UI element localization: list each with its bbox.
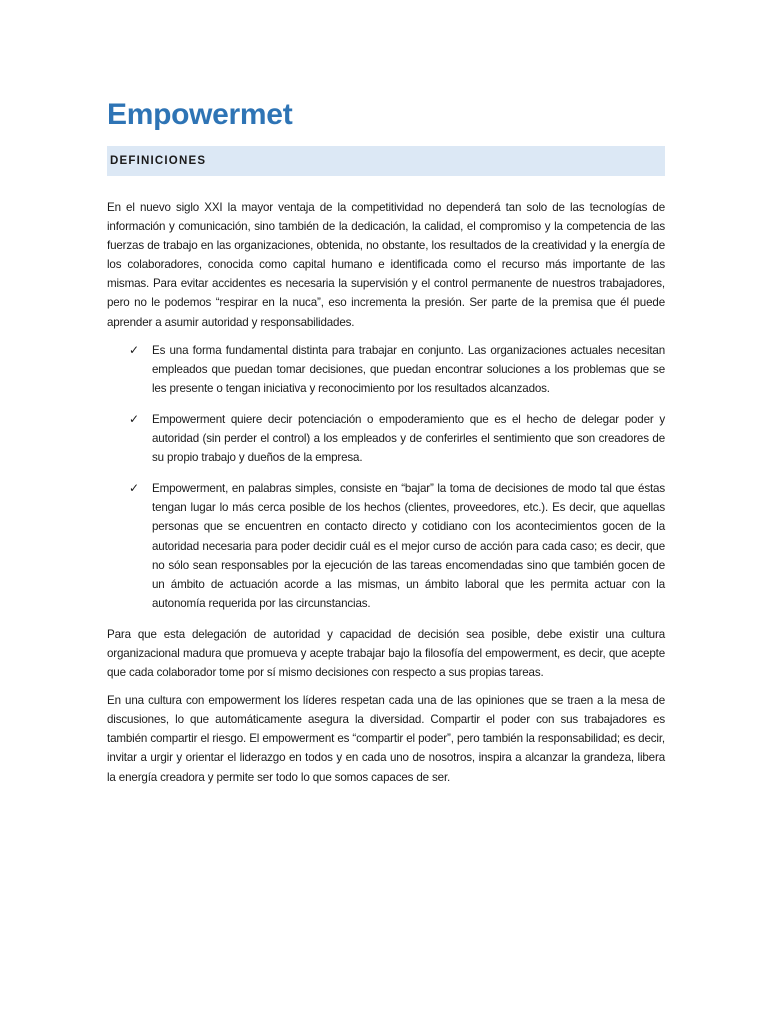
- document-title: Empowermet: [107, 98, 293, 131]
- section-heading-definiciones: DEFINICIONES: [107, 146, 665, 176]
- list-item: [107, 410, 665, 467]
- document-body: [107, 96, 665, 796]
- list-item-text: Es una forma fundamental distinta para trabajar en conjunto. Las organizaciones actuales necesitan empleados que puedan tomar decisiones, que puedan encontrar soluciones a los problemas que se les presente o tengan iniciativa y reconocimiento por los resultados alcanzados.: [152, 343, 665, 395]
- paragraph-culture: En una cultura con empowerment los líderes respetan cada una de las opiniones que se traen a la mesa de discusiones, lo que automáticamente asegura la diversidad. Compartir el poder con sus trabajadores es también compartir el riesgo. El empowerment es “compartir el poder”, pero también la responsabilidad; es decir, invitar a urgir y orientar el liderazgo en todos y en cada uno de nosotros, inspira a alcanzar la grandeza, libera la energía creadora y permite ser todo lo que somos capaces de ser.: [107, 694, 665, 784]
- paragraph-delegation: Para que esta delegación de autoridad y capacidad de decisión sea posible, debe existir una cultura organizacional madura que promueva y acepte trabajar bajo la filosofía del empowerment, es decir, que acepte que cada colaborador tome por sí mismo decisiones con respecto a sus propias tareas.: [107, 627, 665, 680]
- list-item: [107, 479, 665, 613]
- list-item: [107, 341, 665, 398]
- list-item-text: Empowerment, en palabras simples, consiste en “bajar” la toma de decisiones de modo tal que éstas tengan lugar lo más cerca posible de los hechos (clientes, proveedores, etc.). Es decir, que aquellas personas que se encuentren en contacto directo y cotidiano con los acontecimientos gocen de la autoridad necesaria para poder decidir cuál es el mejor curso de acción para cada caso; es decir, que no sólo sean responsables por la ejecución de las tareas encomendadas sino que también gocen de un ámbito de actuación acorde a las mismas, un ámbito laboral que les permita actuar con la autonomía requerida por las circunstancias.: [152, 482, 665, 610]
- intro-paragraph: En el nuevo siglo XXI la mayor ventaja de la competitividad no dependerá tan solo de las tecnologías de información y comunicación, sino también de la dedicación, la calidad, el compromiso y la competencia de las fuerzas de trabajo en las organizaciones, obtenida, no obstante, los resultados de la creatividad y la energía de los colaboradores, conocida como capital humano e identificada como el recurso más importante de las mismas. Para evitar accidentes es necesaria la supervisión y el control permanente de nuestros trabajadores, pero no le podemos “respirar en la nuca”, eso incrementa la presión. Ser parte de la premisa que él puede aprender a asumir autoridad y responsabilidades.: [107, 201, 665, 329]
- check-icon: ✓: [129, 342, 140, 357]
- check-icon: ✓: [129, 411, 140, 426]
- check-icon: ✓: [129, 481, 140, 496]
- checkmark-list: [107, 341, 665, 613]
- list-item-text: Empowerment quiere decir potenciación o empoderamiento que es el hecho de delegar poder y autoridad (sin perder el control) a los empleados y de conferirles el sentimiento que son creadores de su propio trabajo y dueños de la empresa.: [152, 412, 665, 465]
